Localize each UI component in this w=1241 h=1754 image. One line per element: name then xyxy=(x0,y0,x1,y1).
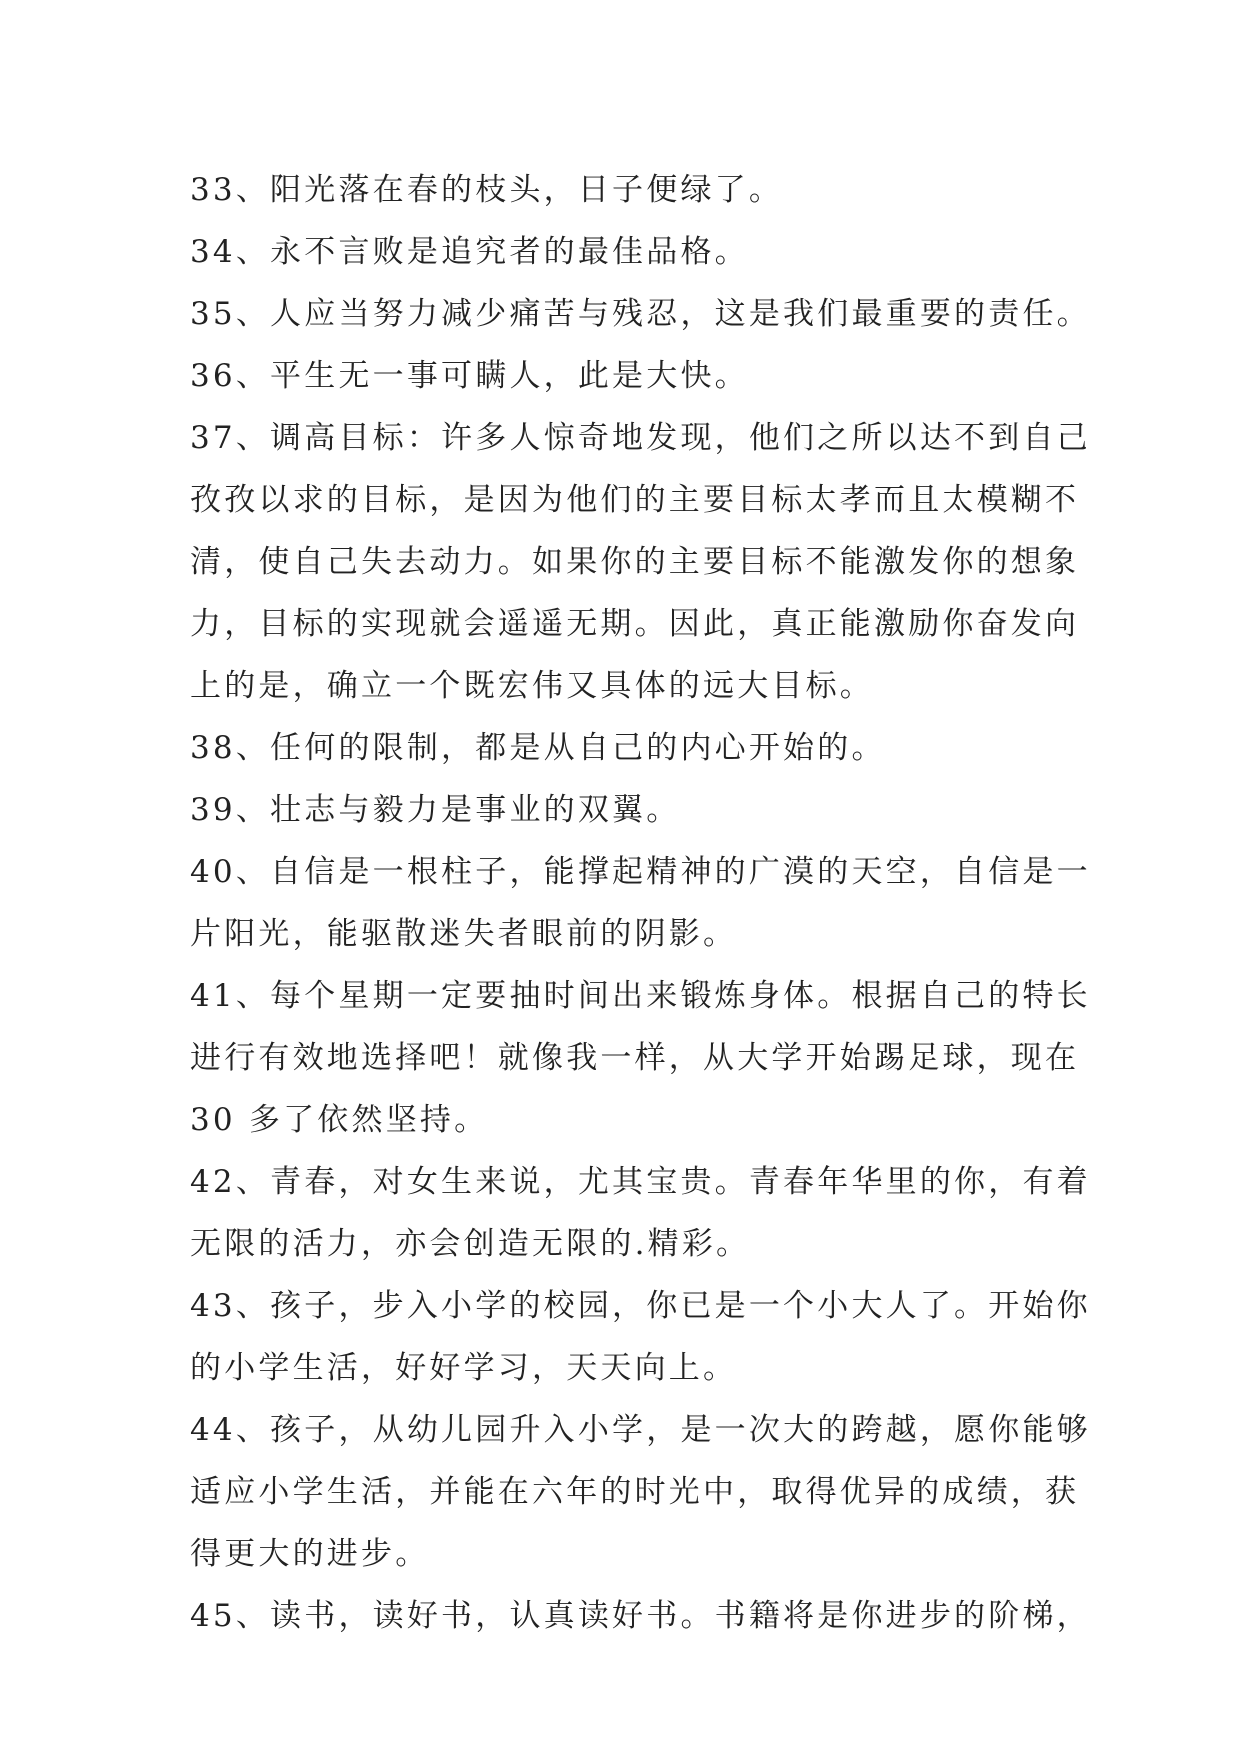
text-line: 上的是，确立一个既宏伟又具体的远大目标。 xyxy=(190,668,874,704)
text-line: 得更大的进步。 xyxy=(190,1536,430,1572)
text-line: 40、自信是一根柱子，能撑起精神的广漠的天空，自信是一 xyxy=(190,854,1091,890)
text-line: 36、平生无一事可瞒人，此是大快。 xyxy=(190,358,749,394)
text-line: 33、阳光落在春的枝头，日子便绿了。 xyxy=(190,172,784,208)
text-line: 37、调高目标：许多人惊奇地发现，他们之所以达不到自己 xyxy=(190,420,1091,456)
text-line: 38、任何的限制，都是从自己的内心开始的。 xyxy=(190,730,886,766)
text-line: 45、读书，读好书，认真读好书。书籍将是你进步的阶梯， xyxy=(190,1598,1091,1634)
text-line: 39、壮志与毅力是事业的双翼。 xyxy=(190,792,681,828)
text-line: 的小学生活，好好学习，天天向上。 xyxy=(190,1350,738,1386)
text-line: 片阳光，能驱散迷失者眼前的阴影。 xyxy=(190,916,738,952)
text-line: 进行有效地选择吧！就像我一样，从大学开始踢足球，现在 xyxy=(190,1040,1080,1076)
text-line: 孜孜以求的目标，是因为他们的主要目标太孝而且太模糊不 xyxy=(190,482,1080,518)
document-body xyxy=(190,159,1091,1647)
text-line: 44、孩子，从幼儿园升入小学，是一次大的跨越，愿你能够 xyxy=(190,1412,1091,1448)
text-line: 42、青春，对女生来说，尤其宝贵。青春年华里的你，有着 xyxy=(190,1164,1091,1200)
text-line: 35、人应当努力减少痛苦与残忍，这是我们最重要的责任。 xyxy=(190,296,1091,332)
text-line: 力，目标的实现就会遥遥无期。因此，真正能激励你奋发向 xyxy=(190,606,1080,642)
text-line: 43、孩子，步入小学的校园，你已是一个小大人了。开始你 xyxy=(190,1288,1091,1324)
text-line: 34、永不言败是追究者的最佳品格。 xyxy=(190,234,749,270)
text-line: 清，使自己失去动力。如果你的主要目标不能激发你的想象 xyxy=(190,544,1080,580)
text-line: 适应小学生活，并能在六年的时光中，取得优异的成绩，获 xyxy=(190,1474,1080,1510)
text-line: 无限的活力，亦会创造无限的.精彩。 xyxy=(190,1226,751,1262)
text-line: 30 多了依然坚持。 xyxy=(190,1102,489,1138)
text-line: 41、每个星期一定要抽时间出来锻炼身体。根据自己的特长 xyxy=(190,978,1091,1014)
